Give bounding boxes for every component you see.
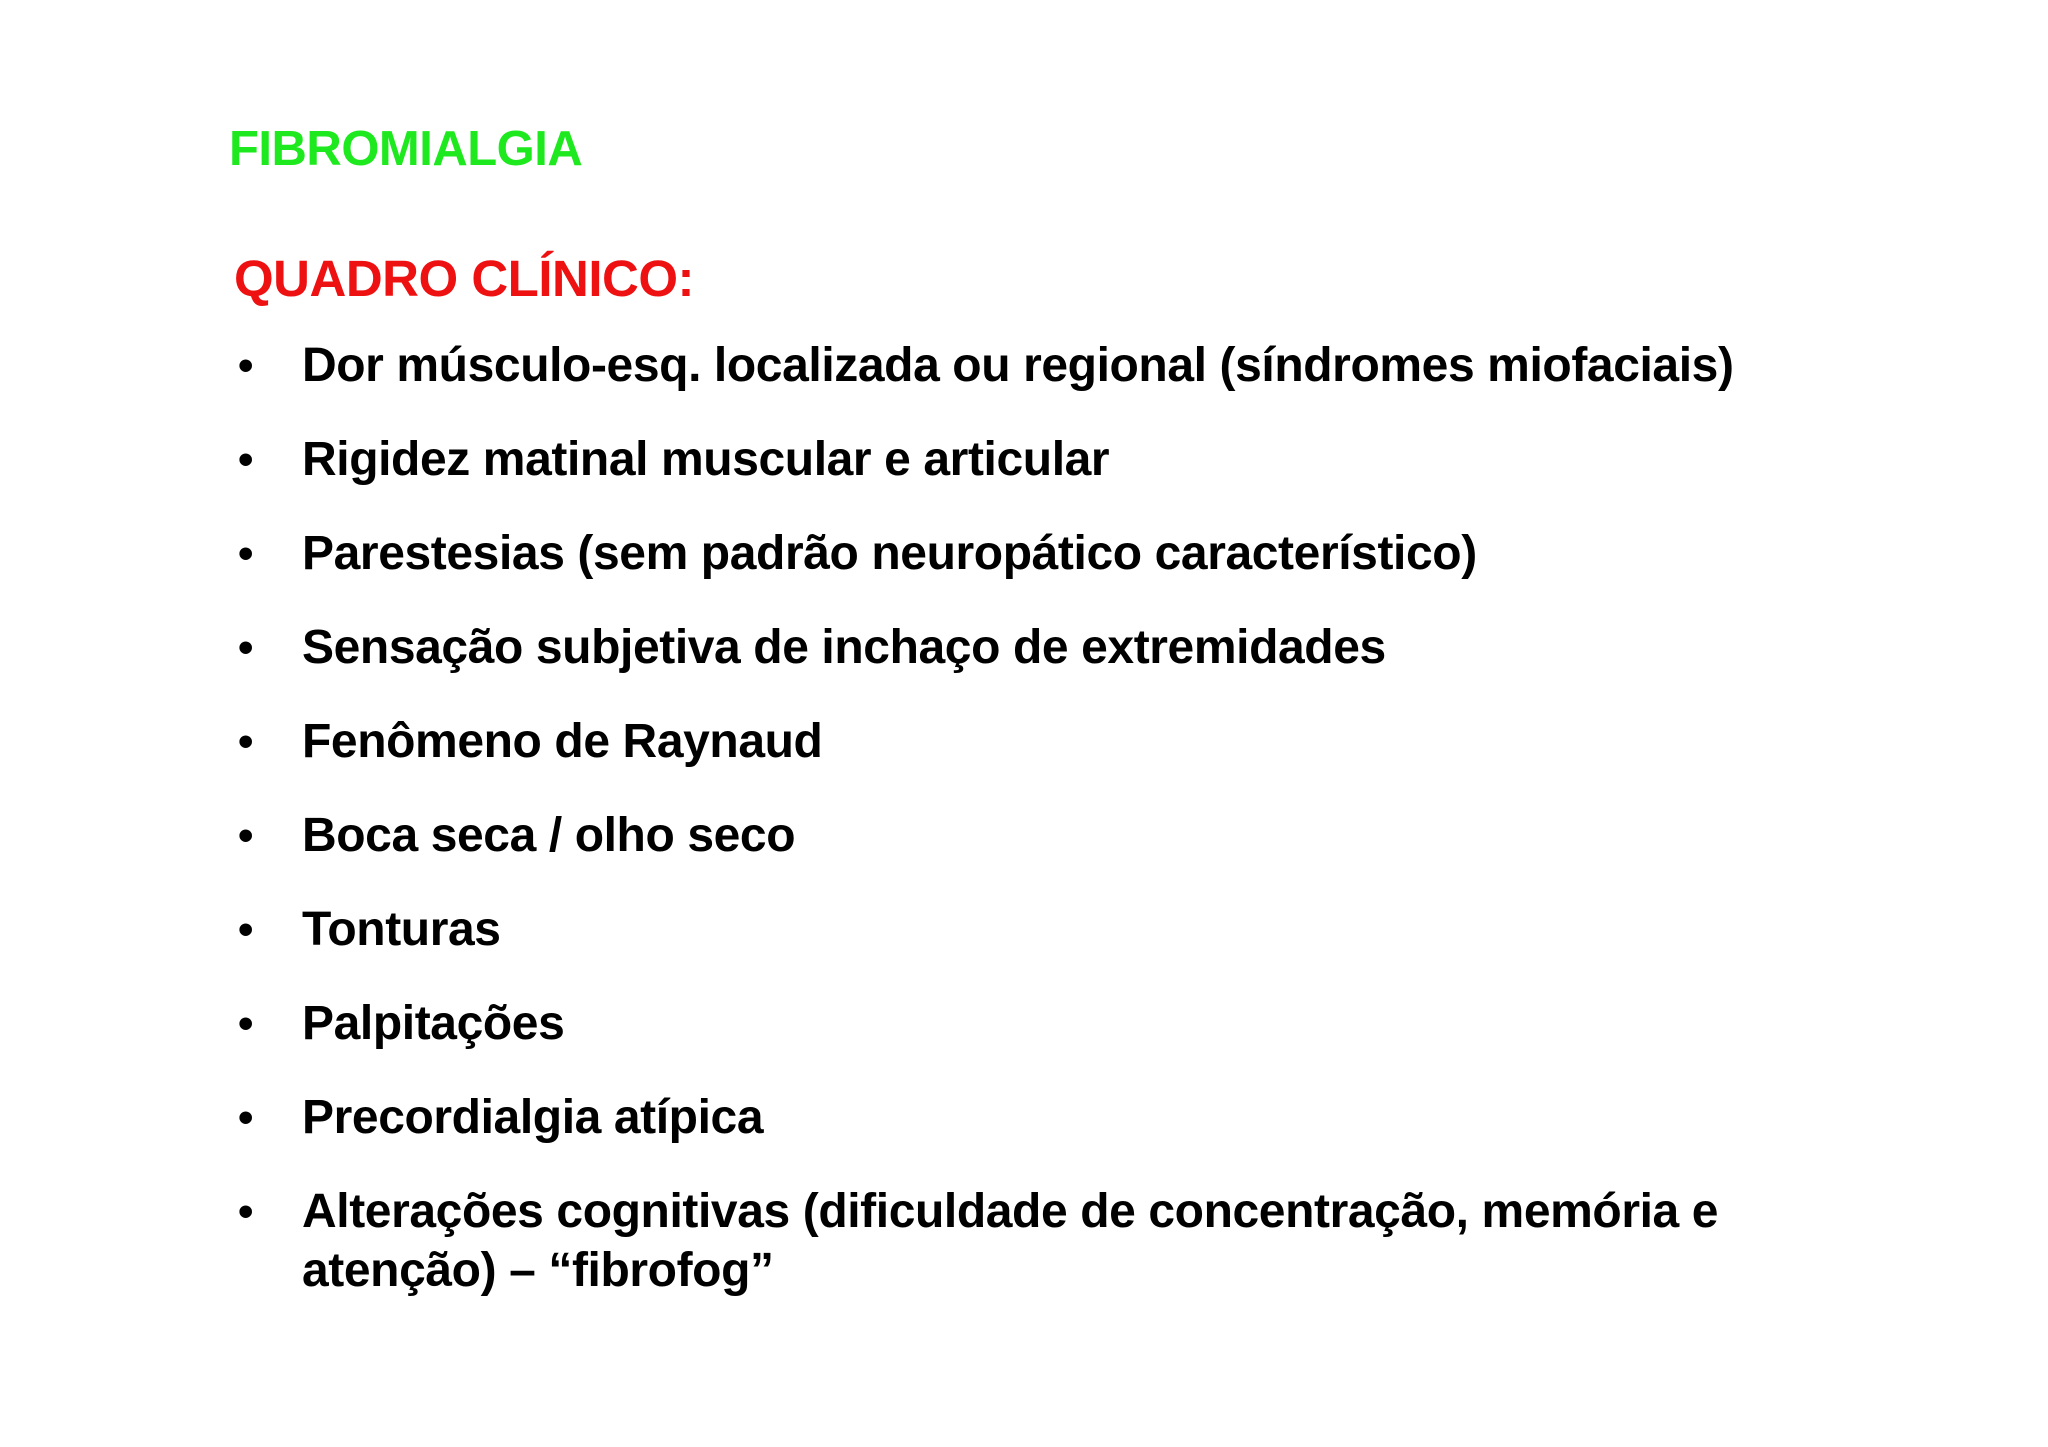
list-item-text: Alterações cognitivas (dificuldade de concentração, memória e atenção) – “fibrofog” xyxy=(302,1185,1719,1297)
bullet-icon: • xyxy=(238,529,254,578)
list-item xyxy=(234,524,1834,583)
list-item xyxy=(234,1182,1834,1300)
bullet-icon: • xyxy=(238,341,254,390)
list-item xyxy=(234,1088,1834,1147)
section-heading: QUADRO CLÍNICO: xyxy=(234,250,694,307)
slide-title: FIBROMIALGIA xyxy=(229,122,583,176)
list-item xyxy=(234,430,1834,489)
bullet-icon: • xyxy=(238,435,254,484)
list-item xyxy=(234,712,1834,771)
list-item-text: Boca seca / olho seco xyxy=(302,809,796,862)
bullet-icon: • xyxy=(238,999,254,1048)
list-item xyxy=(234,336,1834,395)
list-item-text: Parestesias (sem padrão neuropático característico) xyxy=(302,527,1477,580)
bullet-icon: • xyxy=(238,905,254,954)
list-item xyxy=(234,618,1834,677)
list-item-text: Palpitações xyxy=(302,997,565,1050)
list-item-text: Dor músculo-esq. localizada ou regional (síndromes miofaciais) xyxy=(302,339,1734,392)
list-item xyxy=(234,994,1834,1053)
bullet-icon: • xyxy=(238,623,254,672)
list-item-text: Tonturas xyxy=(302,903,501,956)
bullet-icon: • xyxy=(238,1187,254,1236)
list-item-text: Rigidez matinal muscular e articular xyxy=(302,433,1110,486)
list-item xyxy=(234,806,1834,865)
list-item-text: Fenômeno de Raynaud xyxy=(302,715,823,768)
bullet-icon: • xyxy=(238,717,254,766)
bullet-icon: • xyxy=(238,811,254,860)
list-item xyxy=(234,900,1834,959)
bullet-list xyxy=(234,336,1834,1300)
list-item-text: Precordialgia atípica xyxy=(302,1091,764,1144)
list-item-text: Sensação subjetiva de inchaço de extremidades xyxy=(302,621,1386,674)
bullet-icon: • xyxy=(238,1093,254,1142)
